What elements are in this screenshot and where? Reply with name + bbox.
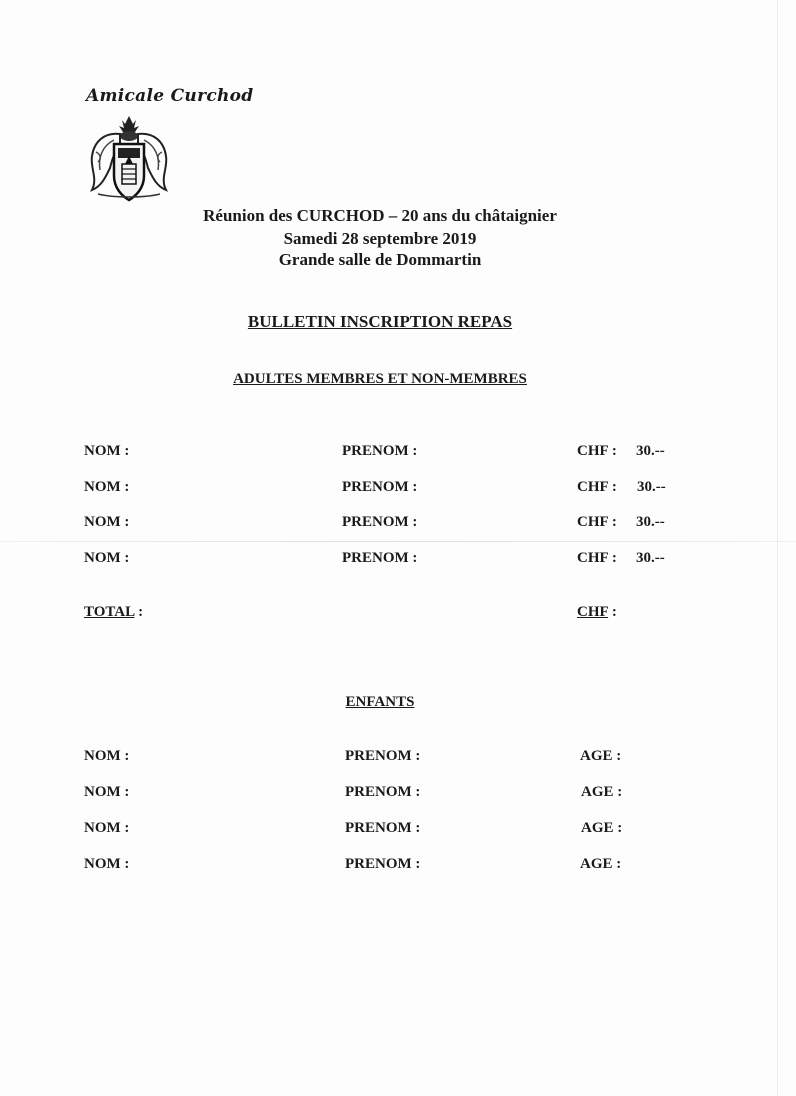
prenom-label: PRENOM : [345,856,421,872]
nom-label: NOM : [84,514,130,530]
club-name: Amicale Curchod [86,86,254,106]
total-chf-label [577,604,617,621]
children-section-title: ENFANTS [345,694,415,710]
nom-label: NOM : [84,550,130,566]
nom-label: NOM : [84,820,130,836]
prenom-label: PRENOM : [342,479,418,495]
form-title: BULLETIN INSCRIPTION REPAS [247,312,513,331]
chf-label: CHF : [577,550,617,566]
total-chf-colon: : [608,604,617,620]
prenom-label: PRENOM : [345,820,421,836]
age-label: AGE : [581,784,623,800]
total-chf-word: CHF [577,604,609,620]
prenom-label: PRENOM : [342,443,418,459]
age-label: AGE : [580,748,622,764]
chf-label: CHF : [577,514,617,530]
nom-label: NOM : [84,443,130,459]
prenom-label: PRENOM : [342,514,418,530]
price-value: 30.-- [636,550,665,566]
total-label [84,604,143,621]
price-value: 30.-- [637,479,666,495]
price-value: 30.-- [636,443,665,459]
event-venue: Grande salle de Dommartin [278,250,482,269]
age-label: AGE : [581,820,623,836]
prenom-label: PRENOM : [345,748,421,764]
price-value: 30.-- [636,514,665,530]
nom-label: NOM : [84,856,130,872]
total-word: TOTAL [84,604,135,620]
nom-label: NOM : [84,784,130,800]
coat-of-arms-icon [84,112,174,204]
event-date: Samedi 28 septembre 2019 [283,229,477,248]
fold-line [0,541,796,542]
nom-label: NOM : [84,479,130,495]
chf-label: CHF : [577,443,617,459]
age-label: AGE : [580,856,622,872]
nom-label: NOM : [84,748,130,764]
prenom-label: PRENOM : [345,784,421,800]
page-edge [777,0,778,1096]
total-colon: : [134,604,144,620]
adults-section-title: ADULTES MEMBRES ET NON-MEMBRES [233,371,527,387]
event-title: Réunion des CURCHOD – 20 ans du châtaignier [203,206,557,225]
chf-label: CHF : [577,479,617,495]
prenom-label: PRENOM : [342,550,418,566]
